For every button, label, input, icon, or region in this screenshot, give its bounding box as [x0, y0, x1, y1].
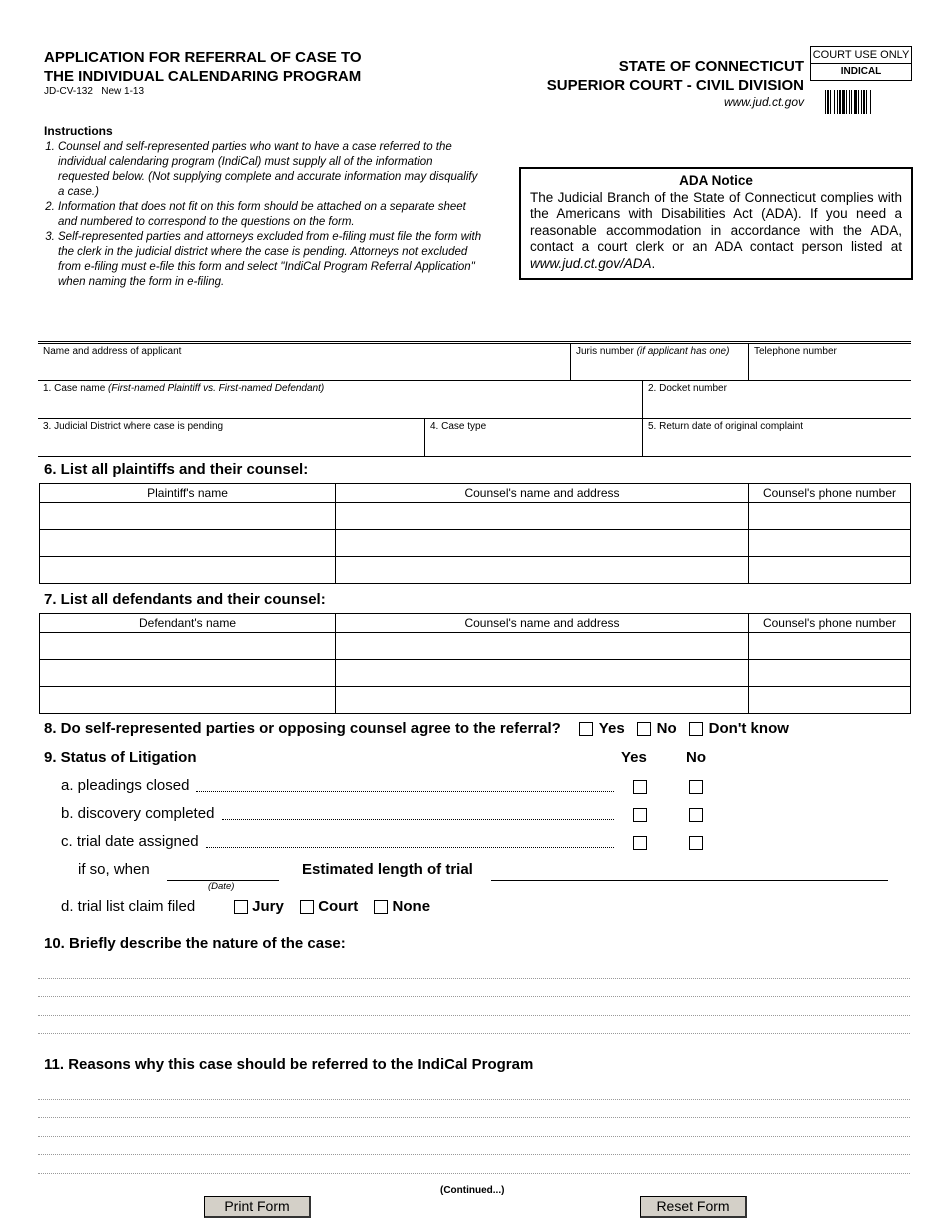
column-header: Counsel's phone number: [749, 484, 911, 503]
writing-line[interactable]: [38, 1154, 910, 1155]
instructions: [44, 124, 484, 290]
applicant-field[interactable]: Name and address of applicant: [38, 343, 571, 381]
counsel-phone-cell[interactable]: [749, 633, 911, 660]
print-form-button[interactable]: Print Form: [204, 1196, 311, 1218]
instruction-item: 2. Information that does not fit on this form should be attached on a separate sheet and numbered to correspond to the questions on the form.: [58, 200, 484, 230]
writing-line[interactable]: [38, 1015, 910, 1016]
option-label: No: [656, 720, 677, 737]
counsel-address-cell[interactable]: [336, 557, 749, 584]
divider: [38, 456, 911, 457]
table-row: [40, 687, 911, 714]
status-item-label: a. pleadings closed: [61, 777, 190, 794]
pleadings-yes-checkbox[interactable]: [633, 780, 647, 794]
defendant-name-cell[interactable]: [40, 633, 336, 660]
option-label: Court: [318, 898, 359, 915]
form-title: [44, 48, 362, 86]
section8: [44, 720, 789, 737]
agree-yes-checkbox[interactable]: [579, 722, 593, 736]
column-header: Defendant's name: [40, 614, 336, 633]
option-label: Jury: [252, 898, 284, 915]
claim-label: d. trial list claim filed: [61, 898, 196, 915]
plaintiff-name-cell[interactable]: [40, 557, 336, 584]
counsel-address-cell[interactable]: [336, 503, 749, 530]
counsel-address-cell[interactable]: [336, 660, 749, 687]
column-header: Counsel's name and address: [336, 614, 749, 633]
counsel-address-cell[interactable]: [336, 633, 749, 660]
writing-line[interactable]: [38, 1033, 910, 1034]
ada-notice: [519, 167, 913, 280]
writing-line[interactable]: [38, 996, 910, 997]
claim-options: [234, 898, 430, 915]
instruction-item: 3. Self-represented parties and attorneys excluded from e-filing must file the form with the clerk in the judicial district where the case is pending. Attorneys not excluded from e-filing must e-file this form and select "IndiCal Program Referral Application" when naming the form in e-filing.: [58, 230, 484, 290]
counsel-address-cell[interactable]: [336, 687, 749, 714]
section7-heading: 7. List all defendants and their counsel:: [44, 591, 326, 608]
section8-question: 8. Do self-represented parties or opposing counsel agree to the referral?: [44, 720, 561, 737]
form-number: JD-CV-132 New 1-13: [44, 86, 145, 97]
counsel-address-cell[interactable]: [336, 530, 749, 557]
defendant-name-cell[interactable]: [40, 687, 336, 714]
counsel-phone-cell[interactable]: [749, 503, 911, 530]
docket-number-field[interactable]: 2. Docket number: [642, 380, 911, 419]
reset-form-button[interactable]: Reset Form: [640, 1196, 747, 1218]
juris-number-field[interactable]: Juris number (if applicant has one): [570, 343, 749, 381]
pleadings-no-checkbox[interactable]: [689, 780, 703, 794]
jury-checkbox[interactable]: [234, 900, 248, 914]
yes-column-label: Yes: [621, 749, 647, 766]
writing-line[interactable]: [38, 1136, 910, 1137]
status-item-label: c. trial date assigned: [61, 833, 199, 850]
discovery-yes-checkbox[interactable]: [633, 808, 647, 822]
return-date-field[interactable]: 5. Return date of original complaint: [642, 418, 911, 456]
status-item-label: b. discovery completed: [61, 805, 215, 822]
ada-link[interactable]: www.jud.ct.gov/ADA: [530, 255, 652, 271]
instructions-heading: Instructions: [44, 124, 113, 138]
website: www.jud.ct.gov: [723, 95, 804, 109]
option-label: Don't know: [708, 720, 789, 737]
court-use-box: [810, 46, 912, 81]
option-label: Yes: [598, 720, 625, 737]
no-column-label: No: [686, 749, 706, 766]
leader-dots: [196, 780, 614, 792]
state-line: STATE OF CONNECTICUT: [618, 58, 804, 75]
section10-heading: 10. Briefly describe the nature of the case:: [44, 935, 346, 952]
trial-length-input[interactable]: [491, 880, 888, 881]
judicial-district-field[interactable]: 3. Judicial District where case is pending: [38, 418, 425, 456]
section9-heading: 9. Status of Litigation: [44, 749, 197, 766]
counsel-phone-cell[interactable]: [749, 687, 911, 714]
leader-dots: [206, 836, 614, 848]
writing-line[interactable]: [38, 1099, 910, 1100]
leader-dots: [222, 808, 614, 820]
estimated-length-label: Estimated length of trial: [302, 861, 473, 878]
counsel-phone-cell[interactable]: [749, 530, 911, 557]
defendant-name-cell[interactable]: [40, 660, 336, 687]
plaintiffs-table: [39, 483, 911, 584]
option-label: None: [392, 898, 431, 915]
trial-date-no-checkbox[interactable]: [689, 836, 703, 850]
table-row: [40, 530, 911, 557]
instruction-item: 1. Counsel and self-represented parties who want to have a case referred to the individual calendaring program (IndiCal) must supply all of the information requested below. (Not supplying complete and accurate information may disqualify a case.): [58, 140, 484, 200]
case-type-field[interactable]: 4. Case type: [424, 418, 643, 456]
writing-line[interactable]: [38, 978, 910, 979]
court-heading: [547, 57, 804, 95]
table-row: [40, 557, 911, 584]
continued-note: (Continued...): [440, 1185, 505, 1196]
defendants-table: [39, 613, 911, 714]
telephone-field[interactable]: Telephone number: [748, 343, 911, 381]
counsel-phone-cell[interactable]: [749, 557, 911, 584]
form-title-line1: APPLICATION FOR REFERRAL OF CASE TO: [44, 49, 362, 66]
section6-heading: 6. List all plaintiffs and their counsel:: [44, 461, 309, 478]
ada-text: The Judicial Branch of the State of Connecticut complies with the Americans with Disabilities Act (ADA). If you need a reasonable accommodation in accordance with the ADA, contact a court clerk or an ADA contact person listed at www.jud.ct.gov/ADA.: [530, 189, 902, 271]
barcode-graphic: [825, 90, 897, 114]
agree-no-checkbox[interactable]: [637, 722, 651, 736]
counsel-phone-cell[interactable]: [749, 660, 911, 687]
discovery-no-checkbox[interactable]: [689, 808, 703, 822]
column-header: Counsel's phone number: [749, 614, 911, 633]
section11-heading: 11. Reasons why this case should be referred to the IndiCal Program: [44, 1056, 534, 1073]
writing-line[interactable]: [38, 1173, 910, 1174]
column-header: Plaintiff's name: [40, 484, 336, 503]
case-name-field[interactable]: 1. Case name (First-named Plaintiff vs. First-named Defendant): [38, 380, 643, 419]
agree-dont-know-checkbox[interactable]: [689, 722, 703, 736]
none-checkbox[interactable]: [374, 900, 388, 914]
date-caption: (Date): [208, 881, 235, 892]
trial-date-yes-checkbox[interactable]: [633, 836, 647, 850]
court-use-label: COURT USE ONLY: [812, 49, 910, 61]
table-row: [40, 503, 911, 530]
form-title-line2: THE INDIVIDUAL CALENDARING PROGRAM: [44, 68, 362, 85]
plaintiff-name-cell[interactable]: [40, 503, 336, 530]
table-row: [40, 660, 911, 687]
court-use-value: INDICAL: [811, 63, 911, 80]
if-so-label: if so, when: [78, 861, 150, 878]
ada-heading: ADA Notice: [679, 173, 753, 188]
divider: [38, 341, 911, 342]
column-header: Counsel's name and address: [336, 484, 749, 503]
court-checkbox[interactable]: [300, 900, 314, 914]
writing-line[interactable]: [38, 1117, 910, 1118]
table-row: [40, 633, 911, 660]
court-line: SUPERIOR COURT - CIVIL DIVISION: [546, 77, 804, 94]
plaintiff-name-cell[interactable]: [40, 530, 336, 557]
